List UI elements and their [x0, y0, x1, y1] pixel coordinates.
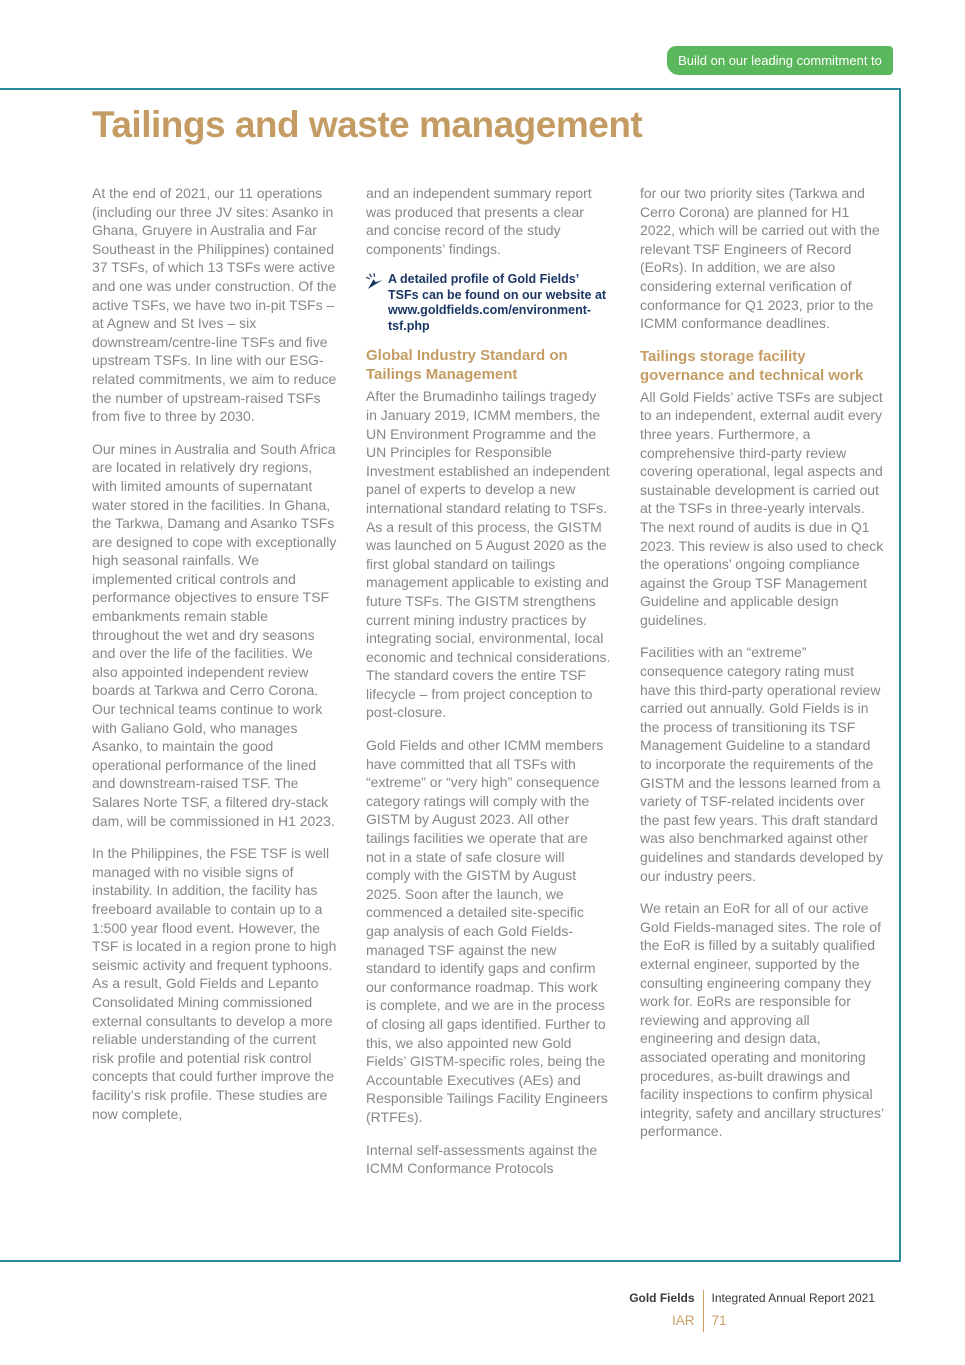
paragraph: and an independent summary report was produced that presents a clear and concise record of the study components’ findings. [366, 185, 592, 257]
section-heading-gistm: Global Industry Standard on Tailings Management [366, 347, 568, 384]
dart-icon [366, 272, 383, 295]
column-2 [366, 184, 611, 1192]
paragraph: Internal self-assessments against the ICMM Conformance Protocols [366, 1141, 598, 1177]
paragraph: At the end of 2021, our 11 operations (including our three JV sites: Asanko in Ghana, Gruyere in Australia and Far Southeast in the Philippines) contained 37 TSFs, of which 13 TSFs were active and one was under construction. Of the active TSFs, we have two in-pit TSFs – at Agnew and St Ives – six downstream/centre-line TSFs and five upstream TSFs. In line with our ESG-related commitments, we aim to reduce the number of upstream-raised TSFs from five to three by 2030. [92, 185, 337, 425]
paragraph: Facilities with an “extreme” consequence category rating must have this third-party operational review carried out annually. Gold Fields is in the process of transitioning its TSF Management Guideline to a standard to incorporate the requirements of the GISTM and the lessons learned from a variety of TSF-related incidents over the past few years. This draft standard was also benchmarked against other guidelines and standards developed by our industry peers. [640, 644, 883, 884]
footer-section-label: IAR [629, 1307, 703, 1332]
section-heading-governance: Tailings storage facility governance and technical work [640, 347, 864, 384]
paragraph: All Gold Fields’ active TSFs are subject to an independent, external audit every three years. Furthermore, a comprehensive third-party review covering operational, legal aspects and sustainable development is carried out at the TSFs in three-yearly intervals. The next round of audits is due in Q1 2023. This review is also used to check the operations’ ongoing compliance against the Group TSF Management Guideline and applicable design guidelines. [640, 388, 884, 628]
paragraph: Our mines in Australia and South Africa are located in relatively dry regions, with limited amounts of supernatant water stored in the facilities. In Ghana, the Tarkwa, Damang and Asanko TSFs are designed to cope with exceptionally high seasonal rainfalls. We implemented critical controls and performance objectives to ensure TSF embankments remain stable throughout the wet and dry seasons and over the life of the facilities. We also appointed independent review boards at Tarkwa and Cerro Corona. Our technical teams continue to work with Galiano Gold, who manages Asanko, to maintain the good operational performance of the lined and downstream-raised TSF. The Salares Norte TSF, a filtered dry-stack dam, will be commissioned in H1 2023. [92, 440, 337, 829]
footer [629, 1290, 875, 1332]
content-box [0, 88, 901, 1262]
paragraph: After the Brumadinho tailings tragedy in January 2019, ICMM members, the UN Environment Programme and the UN Principles for Responsible Investment established an independent panel of experts to develop a new international standard relating to TSFs. As a result of this process, the GISTM was launched on 5 August 2020 as the first global standard on tailings management applicable to existing and future TSFs. The GISTM strengthens current mining industry practices by integrating social, environmental, local economic and technical considerations. The standard covers the entire TSF lifecycle – from project conception to post-closure. [366, 388, 611, 721]
note-text: A detailed profile of Gold Fields’ TSFs can be found on our website at [388, 272, 607, 302]
column-3 [640, 184, 885, 1192]
paragraph: for our two priority sites (Tarkwa and Cerro Corona) are planned for H1 2022, which will be carried out with the relevant TSF Engineers of Record (EoRs). In addition, we are also considering external verification of conformance for Q1 2023, prior to the ICMM conformance deadlines. [640, 185, 880, 332]
esg-commitment-banner: Build on our leading commitment to ESG [667, 46, 893, 75]
paragraph: Gold Fields and other ICMM members have committed that all TSFs with “extreme” or “very high” consequence category ratings will comply with the GISTM by August 2023. All other tailings facilities we operate that are not in a state of safe closure will comply with the GISTM by August 2025. Soon after the launch, we commenced a detailed site-specific gap analysis of each Gold Fields-managed TSF against the new standard to identify gaps and confirm our conformance roadmap. This work is complete, and we are in the process of closing all gaps identified. Further to this, we also appointed new Gold Fields’ GISTM-specific roles, being the Accountable Executives (AEs) and Responsible Tailings Facility Engineers (RTFEs). [366, 737, 608, 1125]
footer-report-title: Integrated Annual Report 2021 [711, 1291, 875, 1305]
column-1 [92, 184, 337, 1192]
website-note [366, 272, 611, 334]
footer-brand: Gold Fields [629, 1290, 703, 1307]
paragraph: In the Philippines, the FSE TSF is well managed with no visible signs of instability. In addition, the facility has freeboard available to contain up to a 1:500 year flood event. However, the TSF is located in a region prone to high seismic activity and frequent typhoons. As a result, Gold Fields and Lepanto Consolidated Mining commissioned external consultants to develop a more reliable understanding of the current risk profile and potential risk control concepts that could further improve the facility’s risk profile. These studies are now complete, [92, 845, 337, 1122]
footer-page-number: 71 [711, 1313, 727, 1328]
website-link[interactable]: www.goldfields.com/environment-tsf.php [388, 303, 592, 333]
page-title: Tailings and waste management [92, 104, 643, 145]
note-text-block [388, 272, 611, 334]
text-columns [92, 184, 885, 1192]
paragraph: We retain an EoR for all of our active Gold Fields-managed sites. The role of the EoR is filled by a suitably qualified external engineer, supported by the consulting engineering company they work for. EoRs are responsible for reviewing and approving all engineering and design data, associated operating and monitoring procedures, as-built drawings and facility inspections to confirm physical integrity, safety and ancillary structures’ performance. [640, 900, 884, 1140]
